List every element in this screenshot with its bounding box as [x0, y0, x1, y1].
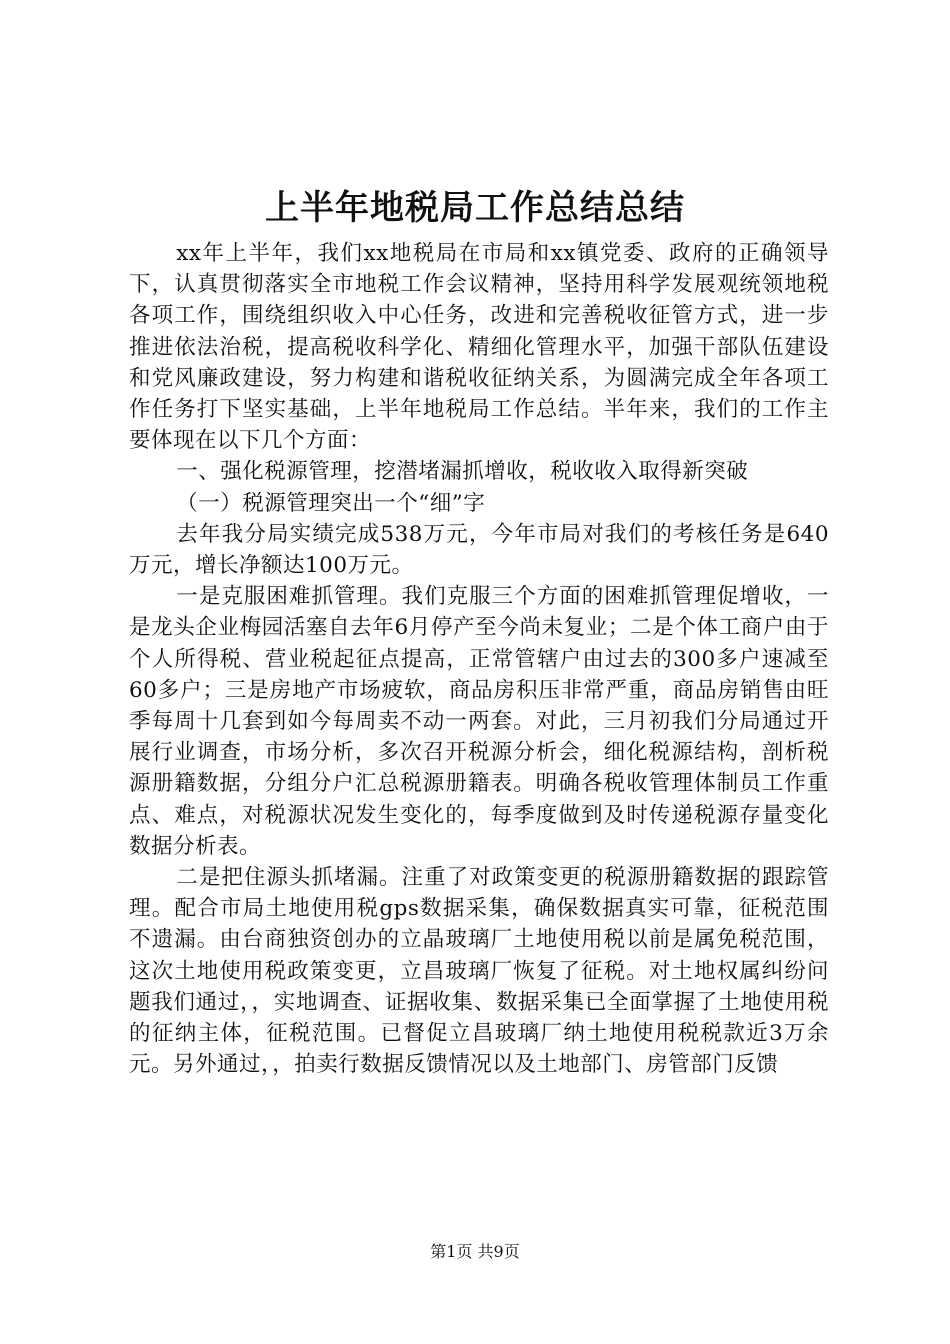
paragraph-task: 去年我分局实绩完成538万元，今年市局对我们的考核任务是640万元，增长净额达100万元。: [129, 521, 829, 579]
subsection-heading-1: （一）税源管理突出一个“细”字: [176, 490, 486, 516]
paragraph-intro: xx年上半年，我们xx地税局在市局和xx镇党委、政府的正确领导下，认真贯彻落实全市地税工作会议精神，坚持用科学发展观统领地税各项工作，围绕组织收入中心任务，改进和完善税收征管方式，进一步推进依法治税，提高税收科学化、精细化管理水平，加强干部队伍建设和党风廉政建设，努力构建和谐税收征纳关系，为圆满完成全年各项工作任务打下坚实基础，上半年地税局工作总结。半年来，我们的工作主要体现在以下几个方面：: [129, 241, 829, 454]
paragraph-source-control: 二是把住源头抓堵漏。注重了对政策变更的税源册籍数据的跟踪管理。配合市局土地使用税gps数据采集，确保数据真实可靠，征税范围不遗漏。由台商独资创办的立晶玻璃厂土地使用税以前是属免税范围，这次土地使用税政策变更，立昌玻璃厂恢复了征税。对土地权属纠纷问题我们通过，，实地调查、证据收集、数据采集已全面掌握了土地使用税的征纳主体，征税范围。已督促立昌玻璃厂纳土地使用税税款近3万余元。另外通过，，拍卖行数据反馈情况以及土地部门、房管部门反馈: [129, 865, 829, 1078]
document-body: [129, 238, 829, 1080]
page-footer: 第1页 共9页: [430, 1242, 520, 1261]
document-title: 上半年地税局工作总结总结: [265, 188, 685, 228]
section-heading-1: 一、强化税源管理，挖潜堵漏抓增收，税收收入取得新突破: [176, 459, 749, 485]
paragraph-management: 一是克服困难抓管理。我们克服三个方面的困难抓管理促增收，一是龙头企业梅园活塞自去年6月停产至今尚未复业；二是个体工商户由于个人所得税、营业税起征点提高，正常管辖户由过去的300多户速减至60多户；三是房地产市场疲软，商品房积压非常严重，商品房销售由旺季每周十几套到如今每周卖不动一两套。对此，三月初我们分局通过开展行业调查，市场分析，多次召开税源分析会，细化税源结构，剖析税源册籍数据，分组分户汇总税源册籍表。明确各税收管理体制员工作重点、难点，对税源状况发生变化的，每季度做到及时传递税源存量变化数据分析表。: [129, 584, 829, 859]
